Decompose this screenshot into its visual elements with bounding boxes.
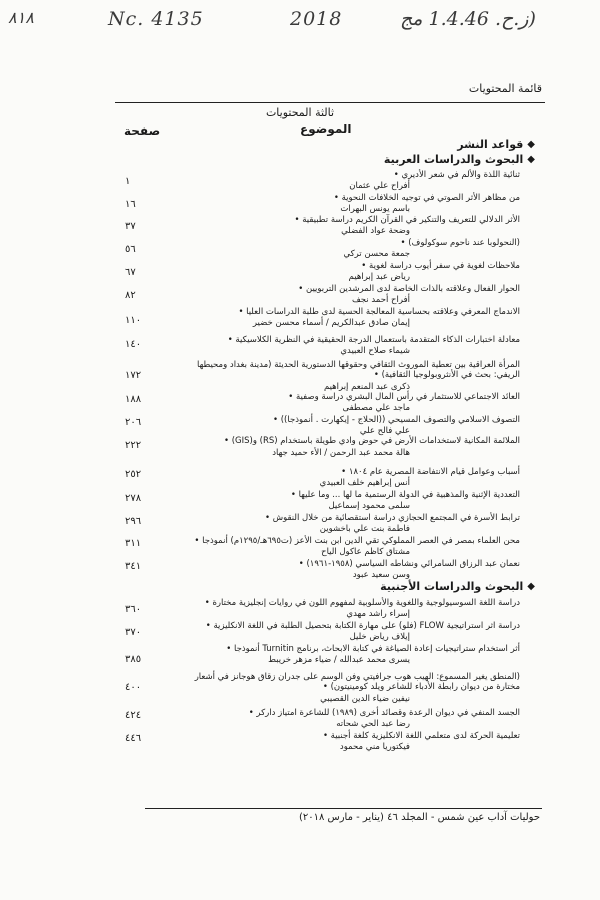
entry-title: معادلة اختبارات الذكاء المتقدمة باستعمال الدرجة الحقيقية في النظرية الكلاسيكية • (228, 335, 520, 345)
entry-title: أسباب وعوامل قيام الانتفاضة المصرية عام ١٨٠٤ • (341, 467, 520, 477)
entry-title: التعددية الإثنية والمذهبية في الدولة الرستمية ما لها ... وما عليها • (291, 490, 520, 500)
entry-title: محن العلماء بمصر في العصر المملوكي تقي الدين ابن بنت الأعز (ت٦٩٥هـ/١٢٩٥م) أنموذجا • (194, 536, 520, 546)
entry-title: الأثر الدلالي للتعريف والتنكير في القرآن الكريم دراسة تطبيقية • (295, 215, 520, 225)
entry-page: ٦٧ (125, 267, 136, 278)
entry-author: باسم يونس البهرات (340, 204, 410, 214)
footer-rule (145, 808, 542, 809)
entry-page: ٤٢٤ (125, 710, 142, 721)
entry-title: (النحولوبا عند ناحوم سوكولوف) • (401, 238, 521, 248)
entry-author: هالة محمد عبد الرحمن / الأء حميد جهاد (272, 448, 410, 458)
entry-author: جمعة محسن تركي (343, 249, 410, 259)
entry-title: نعمان عبد الرزاق السامرائي ونشاطه السياسي (١٩٥٨-١٩٦١) • (299, 559, 520, 569)
entry-page: ١٨٨ (125, 394, 142, 405)
entry-author: ماجد علي مصطفى (342, 403, 410, 413)
entry-title: العائد الاجتماعي للاستثمار في رأس المال البشري دراسة وصفية • (288, 392, 520, 402)
section-arabic-research: ◆ البحوث والدراسات العربية (383, 153, 535, 166)
journal-footer: حوليات آداب عين شمس - المجلد ٤٦ (يناير - مارس ٢٠١٨) (298, 812, 540, 823)
entry-author: فاطمة بنت علي باخشوين (319, 524, 410, 534)
entry-page: ٢٥٢ (125, 469, 142, 480)
entry-title: تعليمية الحركة لدى متعلمي اللغة الانكليزية كلغة أجنبية • (323, 731, 520, 741)
entry-title: المرأة العراقية بين تعطية الموروث الثقافي وحقوقها الدستورية الحديثة (مدينة بغداد ومحيطها الريفي: بحث في الأنثروبولوجيا الثقافية) • (190, 360, 520, 380)
entry-author: سلمى محمود إسماعيل (328, 501, 410, 511)
entry-author: رضا عبد الحي شحاته (336, 719, 410, 729)
entry-title: ثنائية اللذة والألم في شعر الأديري • (394, 170, 520, 180)
entry-page: ٢٩٦ (125, 516, 142, 527)
handwritten-year: 2018 (290, 8, 343, 30)
entry-author: رياض عبد إبراهيم (348, 272, 410, 282)
section-bullet-icon: ◆ (527, 139, 535, 150)
entry-author: أفراح أحمد نجف (351, 295, 410, 305)
entry-page: ١٤٠ (125, 339, 142, 350)
entry-title: من مظاهر الأثر الصوتي في توجيه الخلافات النحوية • (334, 193, 520, 203)
header-rule (115, 102, 545, 103)
entry-page: ٣٤١ (125, 561, 142, 572)
handwritten-code: Nc. 4135 (108, 8, 204, 30)
entry-title: دراسة اثر استراتيجية FLOW (فلو) على مهارة الكتابة بتحصيل الطلبة في اللغة الانكليزية • (206, 621, 520, 631)
entry-title: الجسد المنفي في ديوان الرعدة وقصائد أخرى (١٩٨٩) للشاعرة امتياز داركر • (249, 708, 520, 718)
entry-author: ذكرى عبد المنعم إبراهيم (323, 382, 410, 392)
entry-page: ٥٦ (125, 244, 136, 255)
entry-author: علي فالح علي (359, 426, 410, 436)
entry-author: يسرى محمد عبدالله / ضياء مزهر خريبط (268, 655, 410, 665)
entry-page: ٤٠٠ (125, 682, 142, 693)
entry-page: ٨٢ (125, 290, 136, 301)
entry-page: ٢٢٢ (125, 440, 142, 451)
entry-page: ٣١١ (125, 538, 142, 549)
entry-title: ملاحظات لغوية في سفر أيوب دراسة لغوية • (361, 261, 520, 271)
toc-subtitle: ثالثة المحتويات (265, 106, 335, 119)
entry-author: أنس إبراهيم خلف العبيدي (319, 478, 410, 488)
entry-page: ٣٧ (125, 221, 136, 232)
entry-author: أفراح علي عثمان (349, 181, 410, 191)
entry-author: نيفين ضياء الدين القصيبي (320, 694, 410, 704)
entry-title: أثر استخدام ستراتيجيات إعادة الصياغة في كتابة الابحاث، برنامج Turnitin أنموذجا • (226, 644, 520, 654)
entry-author: شيماء صلاح العبيدي (340, 346, 410, 356)
entry-author: فيكتوريا مني محمود (339, 742, 410, 752)
entry-author: مشتاق كاظم عاكول الياح (321, 547, 410, 557)
entry-author: وضحة عواد الفضلي (341, 226, 410, 236)
entry-author: إسراء راشد مهدي (346, 609, 410, 619)
entry-title: الحوار الفعال وعلاقته بالذات الخاصة لدى المرشدين التربويين • (298, 284, 520, 294)
entry-title: التصوف الاسلامي والتصوف المسيحي ((الحلاج - إيكهارت . أنموذجا)) • (273, 415, 520, 425)
section-foreign-research: ◆ البحوث والدراسات الأجنبية (380, 580, 535, 593)
toc-header-label: قائمة المحتويات (468, 82, 542, 95)
handwritten-number: ٨١٨ (8, 8, 34, 27)
entry-page: ١ (125, 176, 131, 187)
entry-page: ٣٦٠ (125, 604, 142, 615)
section-bullet-icon: ◆ (527, 581, 535, 592)
entry-page: ١١٠ (125, 315, 142, 326)
handwritten-reference: (ز.ح. 1.4.46 مج (400, 8, 536, 30)
entry-page: ٣٧٠ (125, 627, 142, 638)
column-header-topic: الموضوع (300, 122, 352, 136)
entry-title: ترابط الأسرة في المجتمع الحجازي دراسة استقصائية من خلال النقوش • (265, 513, 520, 523)
column-header-page: صفحة (124, 124, 161, 138)
entry-page: ٣٨٥ (125, 654, 142, 665)
entry-page: ٢٧٨ (125, 493, 142, 504)
entry-page: ١٧٢ (125, 370, 142, 381)
section-rules: ◆ قواعد النشر (457, 138, 535, 151)
section-bullet-icon: ◆ (527, 154, 535, 165)
entry-author: إيلاف رياض خليل (349, 632, 410, 642)
entry-title: الاندماج المعرفي وعلاقته بحساسية المعالجة الحسية لدى طلبة الدراسات العليا • (238, 307, 520, 317)
entry-page: ٢٠٦ (125, 417, 142, 428)
entry-page: ١٦ (125, 199, 136, 210)
entry-title: دراسة اللغة السوسيولوجية واللغوية والأسلوبية لمفهوم اللون في روايات إنجليزية مختارة • (205, 598, 520, 608)
entry-title: الملائمة المكانية لاستخدامات الأرض في حوض وادي طويلة باستخدام (RS) و(GIS) • (224, 436, 520, 446)
entry-page: ٤٤٦ (125, 733, 142, 744)
entry-author: وسن سعيد عبود (352, 570, 410, 580)
entry-title: (المنطق يغير المسموع: الهيب هوب جرافيتي وفن الوسم على جدران زقاق هوجانز في أشعار مختارة من ديوان رابطة الأدباء للشاعر ويلد كومينيتون) • (180, 672, 520, 692)
entry-author: إيمان صادق عبدالكريم / أسماء محسن خضير (252, 318, 410, 328)
